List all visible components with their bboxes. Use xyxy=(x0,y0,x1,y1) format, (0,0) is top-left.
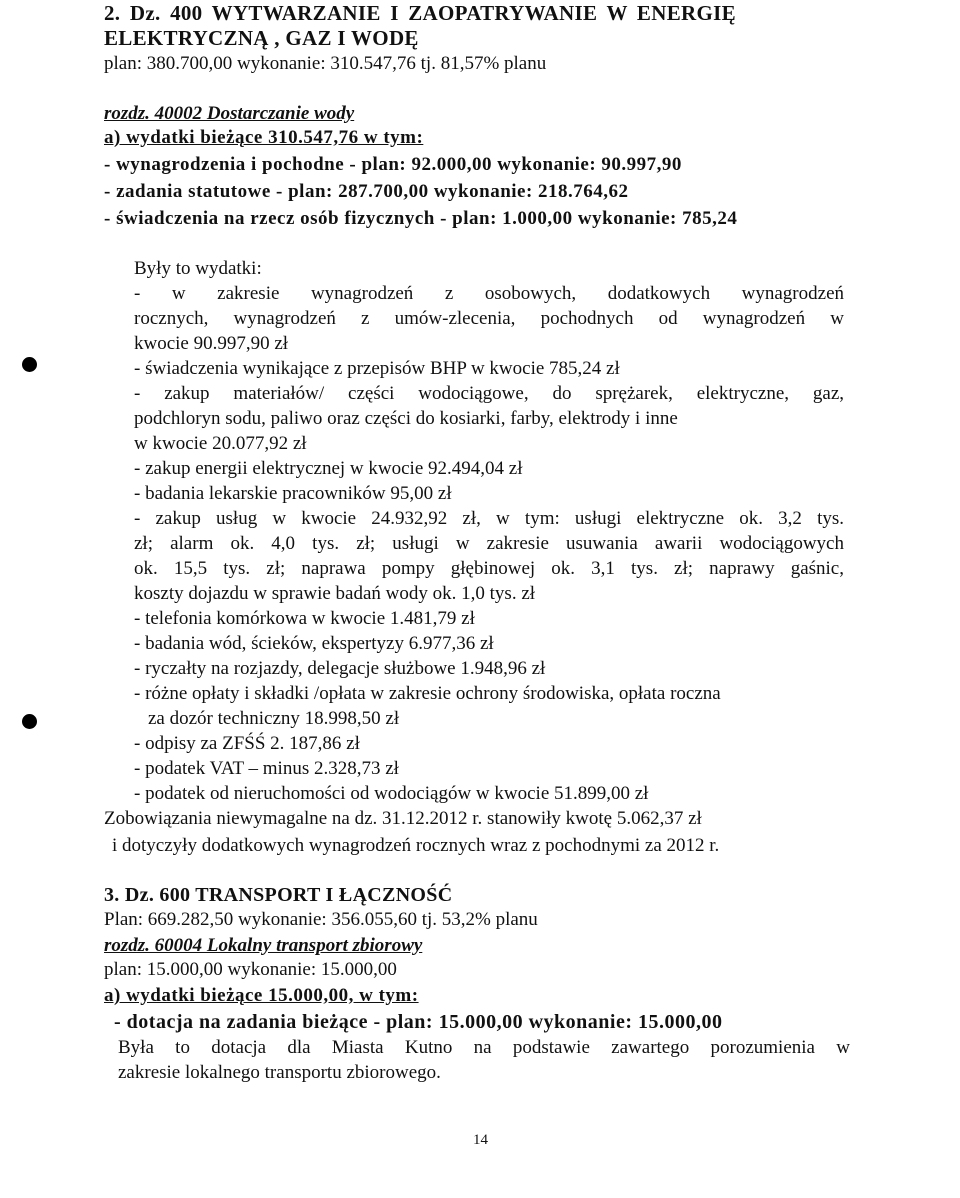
section-2-wydatki: a) wydatki bieżące 310.547,76 w tym: xyxy=(104,127,424,148)
desc-line: podchloryn sodu, paliwo oraz części do kosiarki, farby, elektrody i inne xyxy=(134,408,678,429)
desc-line: Zobowiązania niewymagalne na dz. 31.12.2012 r. stanowiły kwotę 5.062,37 zł xyxy=(104,808,702,829)
desc-line: - zakup energii elektrycznej w kwocie 92.494,04 zł xyxy=(134,458,523,479)
binder-hole-top xyxy=(22,357,37,372)
desc-line: Były to wydatki: xyxy=(134,258,262,279)
section-2-title: 2. Dz. 400 WYTWARZANIE I ZAOPATRYWANIE W ENERGIĘ xyxy=(104,1,736,25)
desc-line: - różne opłaty i składki /opłata w zakresie ochrony środowiska, opłata roczna xyxy=(134,683,721,704)
section-2-rozdz: rozdz. 40002 Dostarczanie wody xyxy=(104,103,355,124)
desc-line: i dotyczyły dodatkowych wynagrodzeń rocznych wraz z pochodnymi za 2012 r. xyxy=(112,835,720,856)
section-3-wydatki: a) wydatki bieżące 15.000,00, w tym: xyxy=(104,985,419,1006)
section-3-desc-line: Była to dotacja dla Miasta Kutno na podstawie zawartego porozumienia w xyxy=(118,1037,850,1058)
desc-line: - telefonia komórkowa w kwocie 1.481,79 zł xyxy=(134,608,475,629)
desc-line: - zakup materiałów/ części wodociągowe, do sprężarek, elektryczne, gaz, xyxy=(134,383,844,404)
desc-line: kwocie 90.997,90 zł xyxy=(134,333,289,354)
section-3-plan-rozdz: plan: 15.000,00 wykonanie: 15.000,00 xyxy=(104,959,397,980)
desc-line: - świadczenia wynikające z przepisów BHP w kwocie 785,24 zł xyxy=(134,358,620,379)
section-3-rozdz: rozdz. 60004 Lokalny transport zbiorowy xyxy=(104,935,423,956)
desc-line: - w zakresie wynagrodzeń z osobowych, dodatkowych wynagrodzeń xyxy=(134,283,844,304)
desc-line: w kwocie 20.077,92 zł xyxy=(134,433,307,454)
section-2-item-swiadczenia: - świadczenia na rzecz osób fizycznych - plan: 1.000,00 wykonanie: 785,24 xyxy=(104,208,738,229)
desc-line: - podatek od nieruchomości od wodociągów w kwocie 51.899,00 zł xyxy=(134,783,649,804)
desc-line: koszty dojazdu w sprawie badań wody ok. 1,0 tys. zł xyxy=(134,583,536,604)
section-3-item-dotacja: - dotacja na zadania bieżące - plan: 15.000,00 wykonanie: 15.000,00 xyxy=(114,1011,723,1033)
section-3-plan: Plan: 669.282,50 wykonanie: 356.055,60 tj. 53,2% planu xyxy=(104,909,538,930)
section-2-title-cont: ELEKTRYCZNĄ , GAZ I WODĘ xyxy=(104,26,419,50)
desc-line: - badania lekarskie pracowników 95,00 zł xyxy=(134,483,452,504)
section-2-item-wynagrodzenia: - wynagrodzenia i pochodne - plan: 92.000,00 wykonanie: 90.997,90 xyxy=(104,154,682,175)
desc-line: - ryczałty na rozjazdy, delegacje służbowe 1.948,96 zł xyxy=(134,658,546,679)
desc-line: - podatek VAT – minus 2.328,73 zł xyxy=(134,758,399,779)
desc-line: - zakup usług w kwocie 24.932,92 zł, w tym: usługi elektryczne ok. 3,2 tys. xyxy=(134,508,844,529)
desc-line: rocznych, wynagrodzeń z umów-zlecenia, pochodnych od wynagrodzeń w xyxy=(134,308,844,329)
binder-hole-bottom xyxy=(22,714,37,729)
section-3-desc-line: zakresie lokalnego transportu zbiorowego. xyxy=(118,1062,441,1083)
section-2-item-zadania: - zadania statutowe - plan: 287.700,00 wykonanie: 218.764,62 xyxy=(104,181,629,202)
desc-line: - badania wód, ścieków, ekspertyzy 6.977,36 zł xyxy=(134,633,494,654)
section-3-title: 3. Dz. 600 TRANSPORT I ŁĄCZNOŚĆ xyxy=(104,884,453,906)
desc-line: za dozór techniczny 18.998,50 zł xyxy=(148,708,400,729)
section-2-plan: plan: 380.700,00 wykonanie: 310.547,76 tj. 81,57% planu xyxy=(104,53,547,74)
desc-line: ok. 15,5 tys. zł; naprawa pompy głębinowej ok. 3,1 tys. zł; naprawy gaśnic, xyxy=(134,558,844,579)
desc-line: - odpisy za ZFŚŚ 2. 187,86 zł xyxy=(134,733,360,754)
page-number: 14 xyxy=(473,1132,488,1148)
desc-line: zł; alarm ok. 4,0 tys. zł; usługi w zakresie usuwania awarii wodociągowych xyxy=(134,533,844,554)
